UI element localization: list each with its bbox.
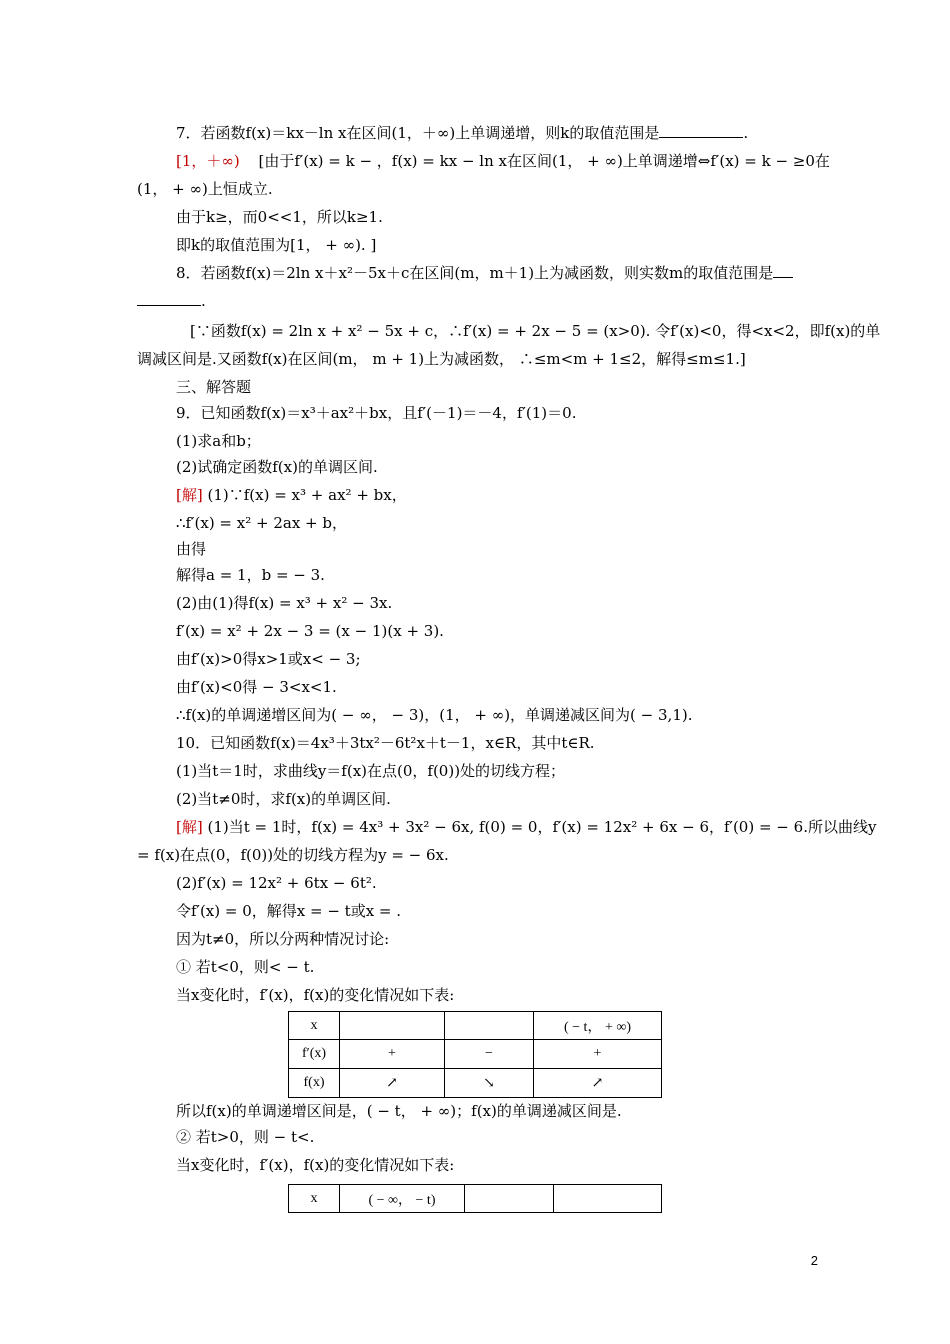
solution-10-text: (1)当t = 1时，f(x) = 4x³ + 3x² − 6x, f(0) = 0，f′(x) = 12x² + 6x − 6，f′(0) = − 6.所以曲线y <box>202 818 877 836</box>
solution-9-text: (1)∵f(x) = x³ + ax² + bx， <box>202 486 407 504</box>
table-cell: + <box>340 1040 445 1069</box>
question-7: 7．若函数f(x)＝kx－ln x在区间(1，＋∞)上单调递增，则k的取值范围是 . <box>176 124 749 142</box>
table-cell <box>340 1012 445 1040</box>
table-row <box>289 1185 662 1213</box>
table-cell: ( − t， + ∞) <box>534 1012 662 1040</box>
table-row <box>289 1040 662 1069</box>
table-cell: f′(x) <box>289 1040 340 1069</box>
answer-7-result: [1，＋∞) <box>176 152 240 170</box>
table-cell: f(x) <box>289 1069 340 1098</box>
question-10-part-2: (2)当t≠0时，求f(x)的单调区间. <box>176 790 391 808</box>
question-9: 9．已知函数f(x)＝x³＋ax²＋bx，且f′(－1)＝－4，f′(1)＝0. <box>176 404 577 422</box>
table-cell: ( − ∞， − t) <box>340 1185 465 1213</box>
answer-8-line-1: [∵函数f(x) = 2ln x + x² − 5x + c，∴f′(x) = + 2x − 5 = (x>0). 令f′(x)<0，得<x<2，即f(x)的单 <box>190 322 881 340</box>
variation-table-2 <box>288 1184 662 1213</box>
table-cell <box>445 1012 534 1040</box>
table-cell: ↘ <box>445 1069 534 1098</box>
solution-9-line-9: ∴f(x)的单调递增区间为( − ∞， − 3)，(1， + ∞)，单调递减区间为( − 3,1). <box>176 706 693 724</box>
answer-7-line-1 <box>176 151 830 171</box>
question-9-part-2: (2)试确定函数f(x)的单调区间. <box>176 458 378 476</box>
table-cell <box>554 1185 662 1213</box>
answer-7-line-3: 由于k≥，而0<<1，所以k≥1. <box>176 208 383 226</box>
table-row <box>289 1012 662 1040</box>
answer-blank <box>773 263 793 278</box>
solution-10-line-4: 令f′(x) = 0，解得x = − t或x = . <box>176 902 402 920</box>
solution-9-line-8: 由f′(x)<0得 − 3<x<1. <box>176 678 337 696</box>
answer-blank <box>137 291 201 306</box>
answer-blank <box>659 123 743 138</box>
solution-label: [解] <box>176 486 203 504</box>
question-9-part-1: (1)求a和b； <box>176 432 261 450</box>
table-cell: x <box>289 1185 340 1213</box>
solution-10-line-1 <box>176 817 876 837</box>
question-10: 10．已知函数f(x)＝4x³＋3tx²－6t²x＋t－1，x∈R，其中t∈R. <box>176 734 595 752</box>
solution-10-line-8: 所以f(x)的单调递增区间是，( − t， + ∞)；f(x)的单调递减区间是. <box>176 1102 622 1120</box>
solution-label: [解] <box>176 818 203 836</box>
solution-10-line-9: ② 若t>0，则 − t<. <box>176 1128 315 1146</box>
question-8-line-2 <box>137 291 206 311</box>
solution-9-line-7: 由f′(x)>0得x>1或x< − 3; <box>176 650 361 668</box>
solution-10-line-3: (2)f′(x) = 12x² + 6tx − 6t². <box>176 874 377 892</box>
solution-9-line-6: f′(x) = x² + 2x − 3 = (x − 1)(x + 3). <box>176 622 444 640</box>
solution-9-line-3: 由得 <box>176 540 207 558</box>
table-cell: x <box>289 1012 340 1040</box>
table-row <box>289 1069 662 1098</box>
table-cell: + <box>534 1040 662 1069</box>
solution-10-line-7: 当x变化时，f′(x)，f(x)的变化情况如下表: <box>176 986 455 1004</box>
solution-9-line-2: ∴f′(x) = x² + 2ax + b， <box>176 514 347 532</box>
question-8-end: . <box>201 292 206 310</box>
table-cell: ↗ <box>534 1069 662 1098</box>
variation-table-1 <box>288 1011 662 1098</box>
solution-9-line-1 <box>176 485 407 505</box>
solution-9-line-4: 解得a = 1，b = − 3. <box>176 566 325 584</box>
page-number: 2 <box>810 1253 818 1268</box>
solution-10-line-6: ① 若t<0，则< − t. <box>176 958 315 976</box>
answer-7-line-4: 即k的取值范围为[1， + ∞). ] <box>176 236 377 254</box>
answer-7-text-a: [由于f′(x) = k − ，f(x) = kx − ln x在区间(1， + ∞)上单调递增⇔f′(x) = k − ≥0在 <box>258 152 830 170</box>
section-heading: 三、解答题 <box>176 378 252 396</box>
table-cell: ↗ <box>340 1069 445 1098</box>
answer-7-line-2: (1， + ∞)上恒成立. <box>137 180 273 198</box>
question-8-line-1 <box>176 263 793 283</box>
solution-10-line-2: = f(x)在点(0，f(0))处的切线方程为y = − 6x. <box>137 846 449 864</box>
question-8-text: 8．若函数f(x)＝2ln x＋x²－5x＋c在区间(m，m＋1)上为减函数，则实数m的取值范围是 <box>176 264 774 282</box>
question-10-part-1: (1)当t＝1时，求曲线y＝f(x)在点(0，f(0))处的切线方程； <box>176 762 566 780</box>
table-cell: − <box>445 1040 534 1069</box>
solution-10-line-5: 因为t≠0，所以分两种情况讨论: <box>176 930 390 948</box>
solution-10-line-10: 当x变化时，f′(x)，f(x)的变化情况如下表: <box>176 1156 455 1174</box>
table-cell <box>465 1185 554 1213</box>
question-7-text: 7．若函数f(x)＝kx－ln x在区间(1，＋∞)上单调递增，则k的取值范围是 <box>176 124 660 142</box>
solution-9-line-5: (2)由(1)得f(x) = x³ + x² − 3x. <box>176 594 393 612</box>
answer-8-line-2: 调减区间是.又函数f(x)在区间(m， m + 1)上为减函数， ∴≤m<m + 1≤2，解得≤m≤1.] <box>137 350 746 368</box>
